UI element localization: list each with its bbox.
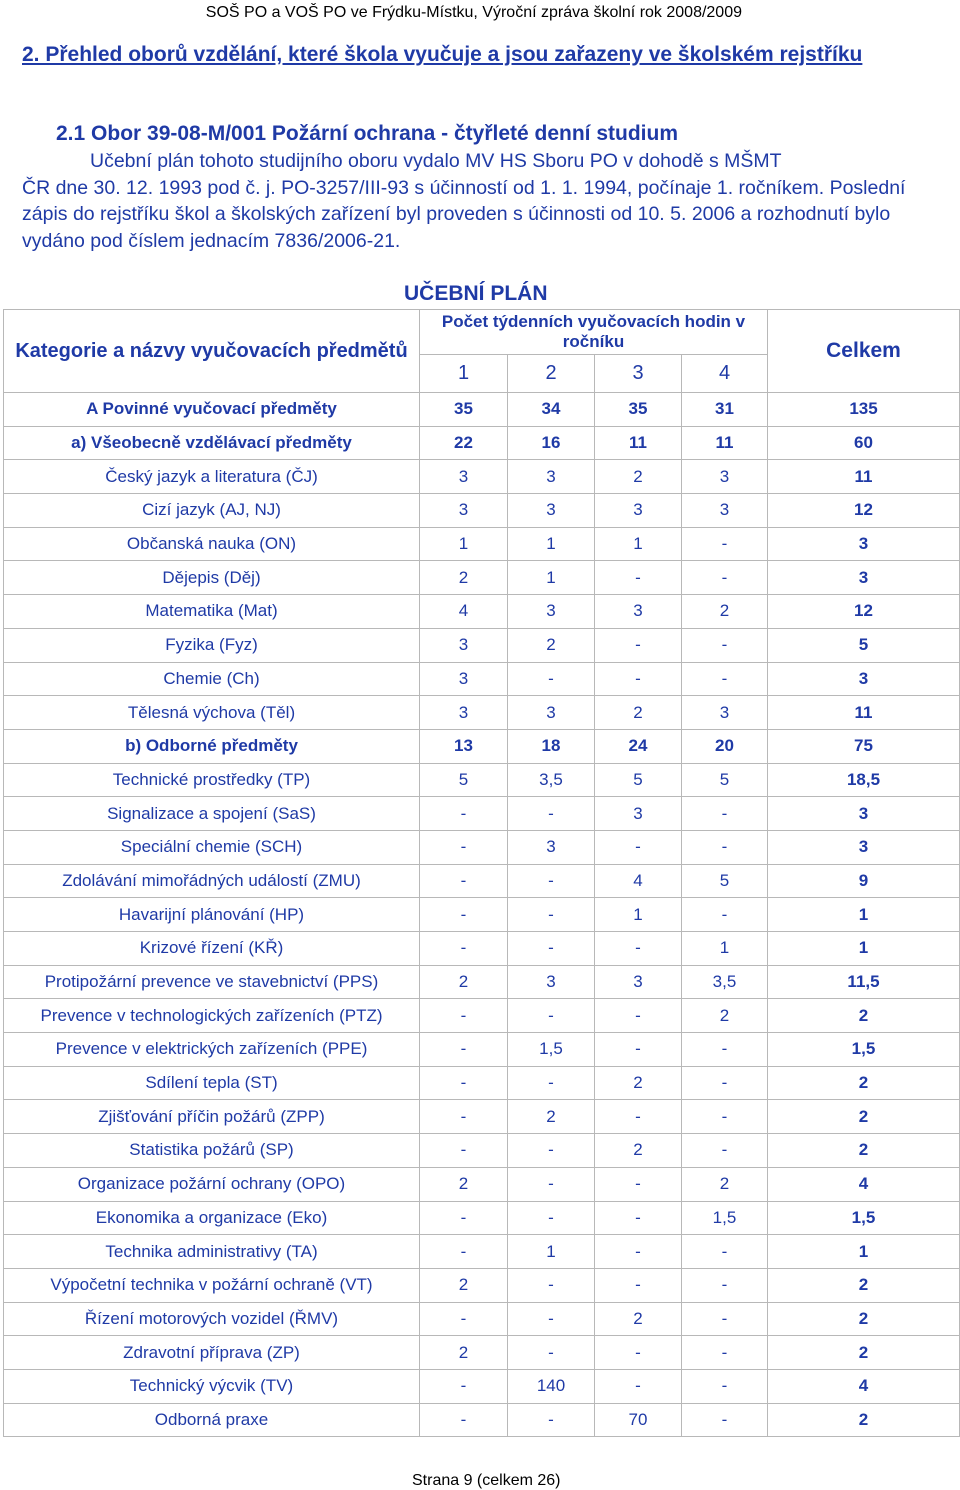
year-4-cell: 20	[682, 729, 768, 763]
header-weekly-hours: Počet týdenních vyučovacích hodin v ročníku	[420, 310, 768, 355]
year-3-cell: 2	[595, 460, 682, 494]
year-4-cell: -	[682, 830, 768, 864]
table-row	[4, 628, 960, 662]
subject-name-cell: Prevence v elektrických zařízeních (PPE)	[4, 1033, 420, 1067]
year-3-cell: -	[595, 830, 682, 864]
year-4-cell: -	[682, 1235, 768, 1269]
table-row	[4, 1369, 960, 1403]
total-cell: 3	[768, 561, 960, 595]
year-2-cell: -	[508, 1134, 595, 1168]
year-1-cell: 3	[420, 494, 508, 528]
year-3-cell: 2	[595, 1302, 682, 1336]
total-cell: 9	[768, 864, 960, 898]
table-row	[4, 1403, 960, 1437]
year-2-cell: 3,5	[508, 763, 595, 797]
year-1-cell: 2	[420, 1167, 508, 1201]
subject-name-cell: Zjišťování příčin požárů (ZPP)	[4, 1100, 420, 1134]
subject-name-cell: Technika administrativy (TA)	[4, 1235, 420, 1269]
year-2-cell: 2	[508, 628, 595, 662]
table-row	[4, 494, 960, 528]
year-3-cell: -	[595, 999, 682, 1033]
total-cell: 4	[768, 1369, 960, 1403]
subject-name-cell: Odborná praxe	[4, 1403, 420, 1437]
year-1-cell: 2	[420, 561, 508, 595]
year-2-cell: 2	[508, 1100, 595, 1134]
year-2-cell: 3	[508, 696, 595, 730]
year-2-cell: -	[508, 864, 595, 898]
total-cell: 1	[768, 1235, 960, 1269]
table-row	[4, 460, 960, 494]
year-2-cell: -	[508, 999, 595, 1033]
year-1-cell: 3	[420, 662, 508, 696]
table-row	[4, 1268, 960, 1302]
year-3-cell: 2	[595, 1066, 682, 1100]
subsection-title: 2.1 Obor 39-08-M/001 Požární ochrana - čtyřleté denní studium	[56, 122, 679, 145]
year-2-cell: -	[508, 898, 595, 932]
subject-name-cell: Signalizace a spojení (SaS)	[4, 797, 420, 831]
year-3-cell: 24	[595, 729, 682, 763]
intro-line-1: Učební plán tohoto studijního oboru vydalo MV HS Sboru PO v dohodě s MŠMT	[90, 150, 782, 172]
subject-name-cell: Organizace požární ochrany (OPO)	[4, 1167, 420, 1201]
year-2-cell: 3	[508, 595, 595, 629]
subject-name-cell: Havarijní plánování (HP)	[4, 898, 420, 932]
header-total: Celkem	[768, 310, 960, 393]
year-3-cell: 2	[595, 1134, 682, 1168]
year-3-cell: 3	[595, 494, 682, 528]
year-4-cell: -	[682, 561, 768, 595]
year-2-cell: 18	[508, 729, 595, 763]
header-year-1: 1	[420, 355, 508, 393]
year-4-cell: 11	[682, 426, 768, 460]
subject-name-cell: Český jazyk a literatura (ČJ)	[4, 460, 420, 494]
year-1-cell: 35	[420, 393, 508, 427]
year-4-cell: 3	[682, 696, 768, 730]
total-cell: 75	[768, 729, 960, 763]
subject-name-cell: Statistika požárů (SP)	[4, 1134, 420, 1168]
subject-name-cell: A Povinné vyučovací předměty	[4, 393, 420, 427]
year-1-cell: -	[420, 1066, 508, 1100]
year-2-cell: -	[508, 1268, 595, 1302]
year-2-cell: -	[508, 1201, 595, 1235]
year-4-cell: 2	[682, 1167, 768, 1201]
year-4-cell: -	[682, 1302, 768, 1336]
year-1-cell: -	[420, 1134, 508, 1168]
subject-name-cell: Matematika (Mat)	[4, 595, 420, 629]
year-3-cell: 3	[595, 965, 682, 999]
year-4-cell: -	[682, 1134, 768, 1168]
subject-name-cell: Chemie (Ch)	[4, 662, 420, 696]
total-cell: 1	[768, 898, 960, 932]
table-row	[4, 729, 960, 763]
year-2-cell: 1,5	[508, 1033, 595, 1067]
year-4-cell: -	[682, 662, 768, 696]
year-4-cell: -	[682, 527, 768, 561]
year-4-cell: 1	[682, 932, 768, 966]
subject-name-cell: Výpočetní technika v požární ochraně (VT)	[4, 1268, 420, 1302]
total-cell: 2	[768, 1100, 960, 1134]
year-2-cell: -	[508, 1167, 595, 1201]
year-4-cell: -	[682, 1100, 768, 1134]
table-row	[4, 595, 960, 629]
subject-name-cell: Sdílení tepla (ST)	[4, 1066, 420, 1100]
total-cell: 3	[768, 830, 960, 864]
table-row	[4, 763, 960, 797]
header-year-3: 3	[595, 355, 682, 393]
year-2-cell: 34	[508, 393, 595, 427]
year-3-cell: 5	[595, 763, 682, 797]
table-row	[4, 1100, 960, 1134]
year-4-cell: -	[682, 1403, 768, 1437]
table-row	[4, 830, 960, 864]
intro-paragraph	[22, 148, 952, 254]
header-year-4: 4	[682, 355, 768, 393]
running-header: SOŠ PO a VOŠ PO ve Frýdku-Místku, Výroční zpráva školní rok 2008/2009	[205, 4, 742, 21]
table-row	[4, 1033, 960, 1067]
subject-name-cell: Dějepis (Děj)	[4, 561, 420, 595]
subject-name-cell: Technické prostředky (TP)	[4, 763, 420, 797]
subject-name-cell: Tělesná výchova (Těl)	[4, 696, 420, 730]
year-3-cell: -	[595, 1336, 682, 1370]
year-1-cell: 3	[420, 696, 508, 730]
year-3-cell: -	[595, 1201, 682, 1235]
year-2-cell: -	[508, 932, 595, 966]
year-4-cell: -	[682, 1268, 768, 1302]
table-row	[4, 864, 960, 898]
year-1-cell: -	[420, 932, 508, 966]
year-2-cell: -	[508, 1336, 595, 1370]
year-4-cell: -	[682, 1336, 768, 1370]
year-1-cell: -	[420, 864, 508, 898]
year-1-cell: 1	[420, 527, 508, 561]
total-cell: 2	[768, 1134, 960, 1168]
year-3-cell: 4	[595, 864, 682, 898]
year-3-cell: -	[595, 1369, 682, 1403]
year-3-cell: 3	[595, 595, 682, 629]
year-1-cell: 2	[420, 1336, 508, 1370]
total-cell: 135	[768, 393, 960, 427]
year-2-cell: 1	[508, 527, 595, 561]
total-cell: 3	[768, 527, 960, 561]
total-cell: 2	[768, 1403, 960, 1437]
total-cell: 12	[768, 494, 960, 528]
year-2-cell: 3	[508, 460, 595, 494]
year-1-cell: 2	[420, 1268, 508, 1302]
table-row	[4, 1201, 960, 1235]
subject-name-cell: Krizové řízení (KŘ)	[4, 932, 420, 966]
year-4-cell: 5	[682, 864, 768, 898]
year-4-cell: 3,5	[682, 965, 768, 999]
total-cell: 11,5	[768, 965, 960, 999]
year-3-cell: -	[595, 1100, 682, 1134]
year-4-cell: 3	[682, 494, 768, 528]
total-cell: 5	[768, 628, 960, 662]
subject-name-cell: Řízení motorových vozidel (ŘMV)	[4, 1302, 420, 1336]
total-cell: 1	[768, 932, 960, 966]
year-2-cell: -	[508, 1066, 595, 1100]
year-2-cell: -	[508, 1403, 595, 1437]
table-row	[4, 965, 960, 999]
total-cell: 3	[768, 797, 960, 831]
table-row	[4, 393, 960, 427]
table-row	[4, 1336, 960, 1370]
year-2-cell: -	[508, 797, 595, 831]
subject-name-cell: Cizí jazyk (AJ, NJ)	[4, 494, 420, 528]
header-year-2: 2	[508, 355, 595, 393]
table-row	[4, 999, 960, 1033]
year-3-cell: 1	[595, 898, 682, 932]
year-1-cell: 4	[420, 595, 508, 629]
year-4-cell: 31	[682, 393, 768, 427]
total-cell: 2	[768, 1066, 960, 1100]
year-4-cell: 5	[682, 763, 768, 797]
year-2-cell: 3	[508, 494, 595, 528]
year-3-cell: 70	[595, 1403, 682, 1437]
table-row	[4, 1066, 960, 1100]
intro-rest: ČR dne 30. 12. 1993 pod č. j. PO-3257/III-93 s účinností od 1. 1. 1994, počínaje 1. ročníkem. Poslední zápis do rejstříku škol a školských zařízení byl proveden s účinnosti od 10. 5. 2006 a rozhodnutí bylo vydáno pod číslem jednacím 7836/2006-21.	[22, 176, 906, 252]
year-1-cell: -	[420, 1302, 508, 1336]
table-row	[4, 426, 960, 460]
year-1-cell: -	[420, 1403, 508, 1437]
year-1-cell: -	[420, 1201, 508, 1235]
page-footer: Strana 9 (celkem 26)	[412, 1472, 561, 1489]
year-3-cell: -	[595, 662, 682, 696]
subject-name-cell: b) Odborné předměty	[4, 729, 420, 763]
subject-name-cell: a) Všeobecně vzdělávací předměty	[4, 426, 420, 460]
table-row	[4, 797, 960, 831]
total-cell: 11	[768, 460, 960, 494]
year-3-cell: 2	[595, 696, 682, 730]
year-4-cell: 2	[682, 595, 768, 629]
table-row	[4, 898, 960, 932]
year-4-cell: 1,5	[682, 1201, 768, 1235]
year-3-cell: -	[595, 1235, 682, 1269]
header-category: Kategorie a názvy vyučovacích předmětů	[4, 310, 420, 393]
subject-name-cell: Zdravotní příprava (ZP)	[4, 1336, 420, 1370]
table-row	[4, 1235, 960, 1269]
total-cell: 12	[768, 595, 960, 629]
total-cell: 18,5	[768, 763, 960, 797]
year-3-cell: -	[595, 1033, 682, 1067]
total-cell: 2	[768, 1268, 960, 1302]
curriculum-table	[3, 309, 960, 1437]
subject-name-cell: Občanská nauka (ON)	[4, 527, 420, 561]
year-4-cell: 2	[682, 999, 768, 1033]
table-row	[4, 1167, 960, 1201]
year-2-cell: 140	[508, 1369, 595, 1403]
subject-name-cell: Speciální chemie (SCH)	[4, 830, 420, 864]
table-row	[4, 561, 960, 595]
subject-name-cell: Fyzika (Fyz)	[4, 628, 420, 662]
table-row	[4, 1302, 960, 1336]
table-row	[4, 662, 960, 696]
year-1-cell: -	[420, 1100, 508, 1134]
year-1-cell: 22	[420, 426, 508, 460]
year-1-cell: -	[420, 797, 508, 831]
total-cell: 1,5	[768, 1033, 960, 1067]
year-1-cell: 2	[420, 965, 508, 999]
year-1-cell: -	[420, 830, 508, 864]
year-1-cell: 5	[420, 763, 508, 797]
year-3-cell: -	[595, 1268, 682, 1302]
table-row	[4, 1134, 960, 1168]
subject-name-cell: Prevence v technologických zařízeních (PTZ)	[4, 999, 420, 1033]
year-3-cell: -	[595, 1167, 682, 1201]
subject-name-cell: Zdolávání mimořádných událostí (ZMU)	[4, 864, 420, 898]
total-cell: 60	[768, 426, 960, 460]
year-4-cell: -	[682, 1033, 768, 1067]
subject-name-cell: Technický výcvik (TV)	[4, 1369, 420, 1403]
year-1-cell: -	[420, 898, 508, 932]
year-2-cell: -	[508, 662, 595, 696]
year-1-cell: -	[420, 1235, 508, 1269]
year-1-cell: 3	[420, 628, 508, 662]
table-row	[4, 527, 960, 561]
year-1-cell: -	[420, 1033, 508, 1067]
total-cell: 2	[768, 999, 960, 1033]
year-4-cell: 3	[682, 460, 768, 494]
year-1-cell: 3	[420, 460, 508, 494]
table-row	[4, 932, 960, 966]
year-3-cell: 1	[595, 527, 682, 561]
year-1-cell: -	[420, 1369, 508, 1403]
year-3-cell: -	[595, 561, 682, 595]
year-1-cell: 13	[420, 729, 508, 763]
year-4-cell: -	[682, 1369, 768, 1403]
total-cell: 11	[768, 696, 960, 730]
total-cell: 2	[768, 1302, 960, 1336]
total-cell: 3	[768, 662, 960, 696]
year-2-cell: 3	[508, 830, 595, 864]
year-4-cell: -	[682, 628, 768, 662]
table-row	[4, 696, 960, 730]
year-3-cell: -	[595, 628, 682, 662]
year-4-cell: -	[682, 1066, 768, 1100]
year-3-cell: 11	[595, 426, 682, 460]
year-2-cell: 1	[508, 1235, 595, 1269]
total-cell: 1,5	[768, 1201, 960, 1235]
year-2-cell: 16	[508, 426, 595, 460]
year-2-cell: -	[508, 1302, 595, 1336]
year-3-cell: 3	[595, 797, 682, 831]
year-4-cell: -	[682, 797, 768, 831]
total-cell: 2	[768, 1336, 960, 1370]
subject-name-cell: Protipožární prevence ve stavebnictví (PPS)	[4, 965, 420, 999]
section-title: 2. Přehled oborů vzdělání, které škola vyučuje a jsou zařazeny ve školském rejstříku	[22, 43, 863, 66]
year-3-cell: -	[595, 932, 682, 966]
year-1-cell: -	[420, 999, 508, 1033]
year-2-cell: 3	[508, 965, 595, 999]
total-cell: 4	[768, 1167, 960, 1201]
plan-title: UČEBNÍ PLÁN	[404, 282, 548, 305]
year-2-cell: 1	[508, 561, 595, 595]
year-3-cell: 35	[595, 393, 682, 427]
subject-name-cell: Ekonomika a organizace (Eko)	[4, 1201, 420, 1235]
year-4-cell: -	[682, 898, 768, 932]
